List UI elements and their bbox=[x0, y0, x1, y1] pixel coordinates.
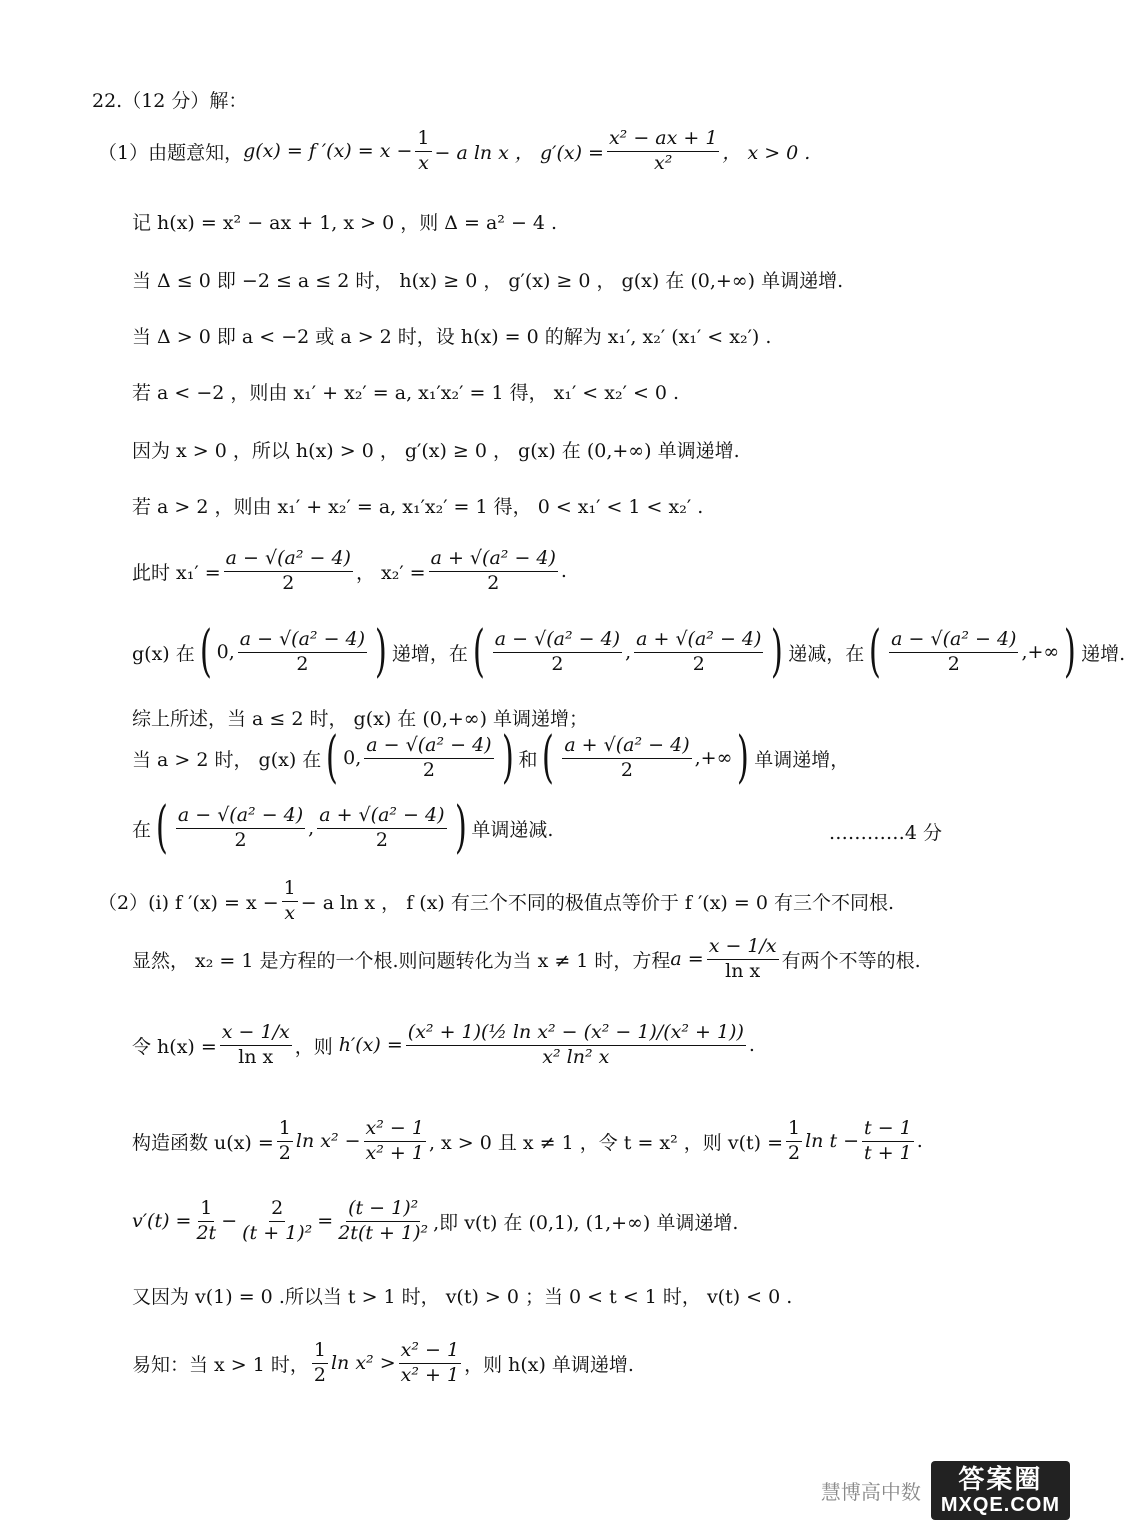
text: 递增，在 bbox=[391, 642, 468, 665]
fraction bbox=[336, 1198, 430, 1245]
text: 递增. bbox=[1081, 642, 1125, 665]
num: a − √(a² − 4) bbox=[364, 735, 493, 759]
den: 2 bbox=[422, 758, 435, 781]
den: 2 bbox=[278, 1141, 291, 1164]
fraction bbox=[429, 548, 558, 595]
num: a − √(a² − 4) bbox=[224, 548, 353, 572]
den: x² + 1 bbox=[400, 1363, 460, 1386]
num: 1 bbox=[312, 1340, 328, 1364]
num: a − √(a² − 4) bbox=[176, 805, 305, 829]
den: x² + 1 bbox=[365, 1141, 424, 1164]
interval: ( $\frac{\text{a − √(a² − 4)}}{2}$ , $\frac{\text{a + √(a² − 4)}}{2}$ ) bbox=[472, 619, 784, 684]
zero: 0, bbox=[216, 641, 235, 663]
fraction bbox=[277, 1118, 293, 1165]
logo-top: 答案圈 bbox=[958, 1464, 1043, 1495]
fraction bbox=[399, 1340, 461, 1387]
num: x − 1/x bbox=[707, 936, 779, 960]
num: a + √(a² − 4) bbox=[562, 735, 691, 759]
fraction bbox=[786, 1118, 802, 1165]
text: ，则 bbox=[294, 1035, 333, 1058]
text: − bbox=[221, 1210, 238, 1233]
num: a − √(a² − 4) bbox=[889, 629, 1018, 653]
text: = bbox=[317, 1210, 334, 1233]
text: 当 a > 2 时， g(x) 在 bbox=[132, 748, 322, 771]
math: h′(x) = bbox=[338, 1034, 403, 1057]
text: ，则 h(x) 单调递增. bbox=[464, 1353, 634, 1376]
part1-line4: 当 Δ > 0 即 a < −2 或 a > 2 时，设 h(x) = 0 的解为 x₁′, x₂′ (x₁′ < x₂′) . bbox=[132, 326, 772, 348]
part1-line11 bbox=[132, 725, 850, 790]
num: a + √(a² − 4) bbox=[317, 805, 446, 829]
num: 2 bbox=[269, 1198, 285, 1222]
den: ln x bbox=[725, 959, 761, 982]
num: t − 1 bbox=[862, 1118, 914, 1142]
fraction bbox=[364, 1118, 426, 1165]
inf: ,+∞ bbox=[694, 747, 733, 769]
den: 2 bbox=[282, 571, 295, 594]
text: 有两个不等的根. bbox=[781, 949, 921, 972]
den: ln x bbox=[238, 1045, 274, 1068]
score-label: …………4 分 bbox=[828, 822, 942, 844]
wechat-watermark: 慧博高中数 bbox=[820, 1480, 921, 1505]
math: a = bbox=[670, 948, 704, 971]
interval: ( 0, $\frac{\text{a − √(a² − 4)}}{2}$ ) bbox=[326, 725, 514, 790]
part1-line8 bbox=[132, 548, 567, 595]
text: ,即 v(t) 在 (0,1), (1,+∞) 单调递增. bbox=[433, 1211, 739, 1234]
den: 2t bbox=[196, 1221, 217, 1244]
problem-header: 22.（12 分）解： bbox=[92, 90, 248, 112]
text: . bbox=[560, 560, 567, 583]
den: 2 bbox=[620, 758, 633, 781]
part2-line7 bbox=[132, 1340, 634, 1387]
text: 在 bbox=[132, 818, 152, 841]
fraction bbox=[282, 878, 298, 925]
math: ln t − bbox=[805, 1130, 860, 1153]
num: a + √(a² − 4) bbox=[634, 629, 763, 653]
num: 1 bbox=[786, 1118, 802, 1142]
num: 1 bbox=[198, 1198, 214, 1222]
num: a − √(a² − 4) bbox=[493, 629, 622, 653]
part2-line6: 又因为 v(1) = 0 .所以当 t > 1 时， v(t) > 0 ；当 0 < t < 1 时， v(t) < 0 . bbox=[132, 1286, 793, 1308]
math: ， x > 0 . bbox=[722, 141, 811, 164]
den: 2 bbox=[947, 652, 960, 675]
interval: ( $\frac{\text{a + √(a² − 4)}}{2}$ ,+∞ ) bbox=[542, 725, 750, 790]
part1-line2: 记 h(x) = x² − ax + 1, x > 0 ，则 Δ = a² − 4 . bbox=[132, 212, 558, 234]
fraction bbox=[220, 1022, 292, 1069]
text: 单调递增， bbox=[754, 748, 850, 771]
math: g(x) = f ′(x) = x − bbox=[243, 140, 413, 163]
den: 2 bbox=[551, 652, 564, 675]
text: （2）(i) f ′(x) = x − bbox=[98, 891, 279, 914]
den: 2t(t + 1)² bbox=[338, 1221, 429, 1244]
text: ， x₂′ = bbox=[355, 561, 426, 584]
math: ln x² − bbox=[295, 1130, 361, 1153]
den: 2 bbox=[234, 828, 247, 851]
den: 2 bbox=[788, 1141, 801, 1164]
fraction bbox=[224, 548, 353, 595]
num: x² − ax + 1 bbox=[607, 128, 719, 152]
site-logo bbox=[931, 1461, 1070, 1520]
text: − a ln x ， f (x) 有三个不同的极值点等价于 f ′(x) = 0 有三个不同根. bbox=[300, 891, 894, 914]
part1-line10: 综上所述，当 a ≤ 2 时， g(x) 在 (0,+∞) 单调递增； bbox=[132, 708, 589, 730]
den: x bbox=[284, 901, 296, 924]
text: . bbox=[916, 1130, 923, 1153]
fraction bbox=[406, 1022, 746, 1069]
watermark bbox=[821, 1461, 1070, 1520]
num: (x² + 1)(½ ln x² − (x² − 1)/(x² + 1)) bbox=[406, 1022, 746, 1046]
part1-line6: 因为 x > 0 ，所以 h(x) > 0 ， g′(x) ≥ 0 ， g(x) 在 (0,+∞) 单调递增. bbox=[132, 440, 740, 462]
part1-line9 bbox=[132, 619, 1125, 684]
part2-line2 bbox=[132, 936, 921, 983]
den: 2 bbox=[487, 571, 500, 594]
num: 1 bbox=[282, 878, 298, 902]
num: 1 bbox=[277, 1118, 293, 1142]
fraction bbox=[862, 1118, 914, 1165]
comma: , bbox=[625, 641, 632, 663]
math: − a ln x ， g′(x) = bbox=[434, 141, 604, 164]
part2-line1 bbox=[98, 878, 894, 925]
text: 单调递减. bbox=[471, 818, 554, 841]
num: 1 bbox=[415, 128, 431, 152]
zero: 0, bbox=[343, 747, 362, 769]
text: 显然， x₂ = 1 是方程的一个根.则问题转化为当 x ≠ 1 时，方程 bbox=[132, 949, 671, 972]
text: （1）由题意知， bbox=[98, 141, 244, 164]
text: g(x) 在 bbox=[132, 642, 195, 665]
part2-line5 bbox=[132, 1198, 738, 1245]
comma: , bbox=[308, 817, 315, 839]
part2-line4 bbox=[132, 1118, 923, 1165]
math: ln x² > bbox=[330, 1352, 396, 1375]
part1-line12 bbox=[132, 795, 554, 860]
part1-line3: 当 Δ ≤ 0 即 −2 ≤ a ≤ 2 时， h(x) ≥ 0 ， g′(x) ≥ 0 ， g(x) 在 (0,+∞) 单调递增. bbox=[132, 270, 844, 292]
fraction bbox=[607, 128, 719, 175]
den: x² bbox=[654, 151, 673, 174]
den: (t + 1)² bbox=[242, 1221, 313, 1244]
fraction bbox=[415, 128, 431, 175]
num: x² − 1 bbox=[399, 1340, 461, 1364]
den: x bbox=[418, 151, 429, 174]
part1-line5: 若 a < −2 ，则由 x₁′ + x₂′ = a, x₁′x₂′ = 1 得， x₁′ < x₂′ < 0 . bbox=[132, 382, 680, 404]
interval: ( $\frac{\text{a − √(a² − 4)}}{2}$ , $\frac{\text{a + √(a² − 4)}}{2}$ ) bbox=[155, 795, 467, 860]
den: 2 bbox=[296, 652, 309, 675]
part1-line1 bbox=[98, 128, 810, 175]
den: 2 bbox=[313, 1363, 326, 1386]
text: 易知：当 x > 1 时， bbox=[132, 1353, 309, 1376]
num: x² − 1 bbox=[364, 1118, 426, 1142]
text: 和 bbox=[518, 748, 538, 771]
text: . bbox=[748, 1034, 755, 1057]
den: 2 bbox=[375, 828, 388, 851]
text: 构造函数 u(x) = bbox=[132, 1131, 274, 1154]
text: 令 h(x) = bbox=[132, 1035, 217, 1058]
num: a − √(a² − 4) bbox=[238, 629, 367, 653]
part2-line3 bbox=[132, 1022, 755, 1069]
part1-line7: 若 a > 2 ，则由 x₁′ + x₂′ = a, x₁′x₂′ = 1 得， 0 < x₁′ < 1 < x₂′ . bbox=[132, 496, 704, 518]
den: 2 bbox=[692, 652, 705, 675]
fraction bbox=[312, 1340, 328, 1387]
fraction bbox=[707, 936, 779, 983]
fraction bbox=[194, 1198, 218, 1245]
fraction bbox=[240, 1198, 314, 1245]
num: a + √(a² − 4) bbox=[429, 548, 558, 572]
logo-bottom: MXQE.COM bbox=[940, 1494, 1060, 1516]
inf: ,+∞ bbox=[1021, 641, 1060, 663]
num: (t − 1)² bbox=[346, 1198, 420, 1222]
text: , x > 0 且 x ≠ 1 ，令 t = x² ，则 v(t) = bbox=[428, 1131, 783, 1154]
text: 递减，在 bbox=[788, 642, 865, 665]
math: v′(t) = bbox=[132, 1210, 192, 1233]
den: x² ln² x bbox=[542, 1045, 610, 1068]
den: t + 1 bbox=[864, 1141, 912, 1164]
interval: ( $\frac{\text{a − √(a² − 4)}}{2}$ ,+∞ ) bbox=[869, 619, 1077, 684]
interval: ( 0, $\frac{\text{a − √(a² − 4)}}{2}$ ) bbox=[199, 619, 387, 684]
num: x − 1/x bbox=[220, 1022, 292, 1046]
text: 此时 x₁′ = bbox=[132, 561, 221, 584]
